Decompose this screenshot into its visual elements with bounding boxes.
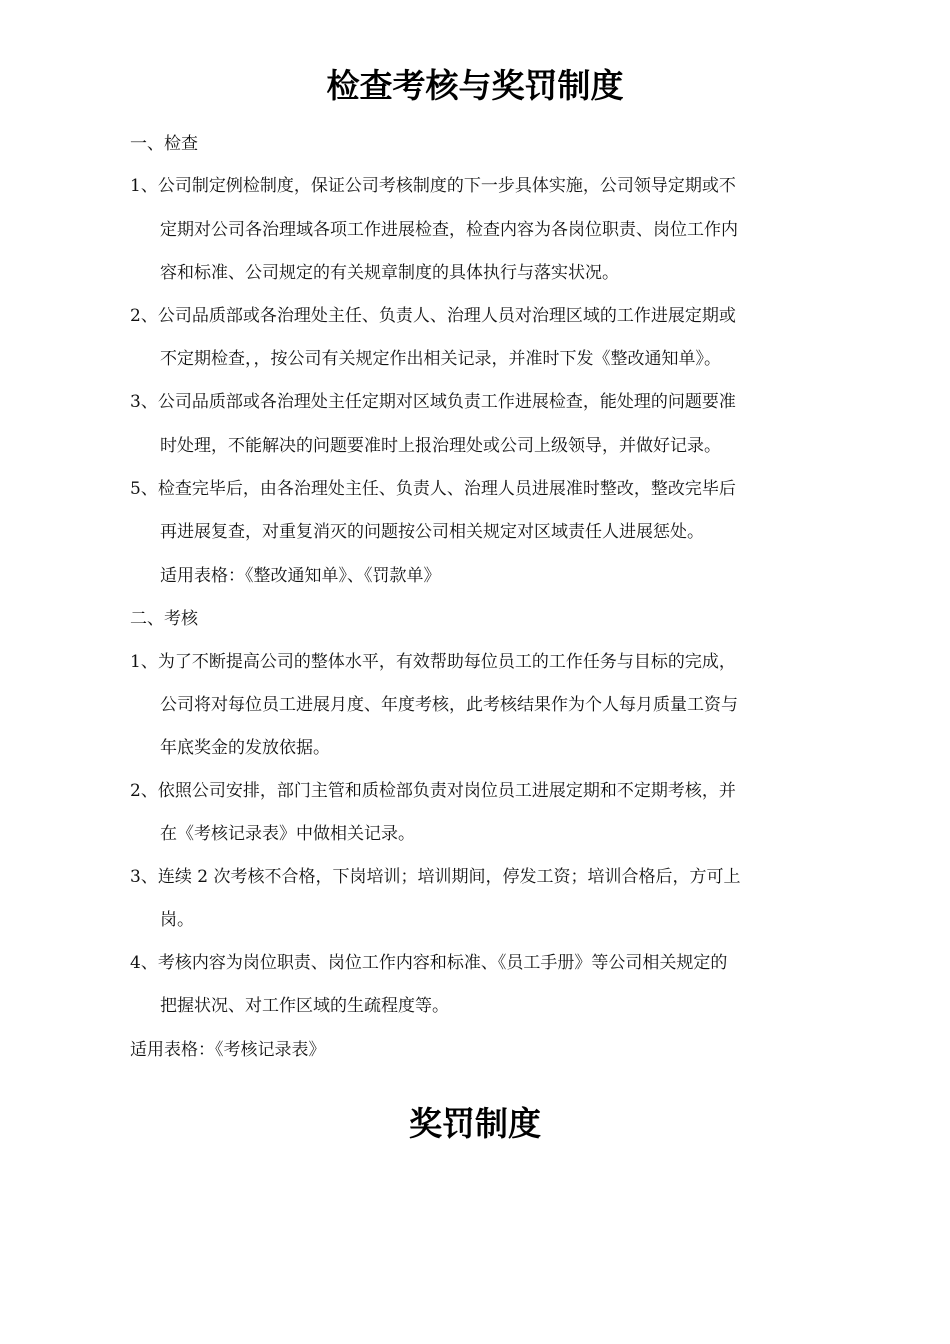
assessment-item-1-line-3: 年底奖金的发放依据。 — [160, 738, 330, 758]
assessment-item-2-line-1: 2、依照公司安排，部门主管和质检部负责对岗位员工进展定期和不定期考核，并 — [130, 781, 736, 801]
inspection-item-5-line-1: 5、检查完毕后，由各治理处主任、负责人、治理人员进展准时整改，整改完毕后 — [130, 479, 736, 499]
inspection-item-3-line-2: 时处理，不能解决的问题要准时上报治理处或公司上级领导，并做好记录。 — [160, 436, 721, 456]
inspection-item-1-line-3: 容和标准、公司规定的有关规章制度的具体执行与落实状况。 — [160, 263, 619, 283]
inspection-item-5-line-2: 再进展复查，对重复消灭的问题按公司相关规定对区域责任人进展惩处。 — [160, 522, 704, 542]
inspection-item-3-line-1: 3、公司品质部或各治理处主任定期对区域负责工作进展检查，能处理的问题要准 — [130, 392, 736, 412]
section-heading-assessment: 二、考核 — [130, 609, 198, 629]
document-title: 检查考核与奖罚制度 — [326, 66, 624, 105]
assessment-forms-note: 适用表格：《考核记录表》 — [130, 1040, 326, 1060]
inspection-item-2-line-1: 2、公司品质部或各治理处主任、负责人、治理人员对治理区域的工作进展定期或 — [130, 306, 736, 326]
assessment-item-1-line-1: 1、为了不断提高公司的整体水平，有效帮助每位员工的工作任务与目标的完成， — [130, 652, 736, 672]
assessment-item-1-line-2: 公司将对每位员工进展月度、年度考核，此考核结果作为个人每月质量工资与 — [160, 695, 738, 715]
assessment-item-4-line-1: 4、考核内容为岗位职责、岗位工作内容和标准、《员工手册》等公司相关规定的 — [130, 953, 728, 973]
assessment-item-4-line-2: 把握状况、对工作区域的生疏程度等。 — [160, 996, 449, 1016]
assessment-item-3-line-2: 岗。 — [160, 910, 194, 930]
section-heading-inspection: 一、检查 — [130, 134, 198, 154]
inspection-item-1-line-2: 定期对公司各治理域各项工作进展检查，检查内容为各岗位职责、岗位工作内 — [160, 220, 738, 240]
second-title: 奖罚制度 — [409, 1104, 541, 1143]
inspection-item-2-line-2: 不定期检查，，按公司有关规定作出相关记录，并准时下发《整改通知单》。 — [160, 349, 721, 369]
inspection-forms-note: 适用表格：《整改通知单》、《罚款单》 — [160, 566, 441, 586]
inspection-item-1-line-1: 1、公司制定例检制度，保证公司考核制度的下一步具体实施，公司领导定期或不 — [130, 176, 736, 196]
assessment-item-3-line-1: 3、连续 2 次考核不合格，下岗培训；培训期间，停发工资；培训合格后，方可上 — [130, 867, 741, 887]
assessment-item-2-line-2: 在《考核记录表》中做相关记录。 — [160, 824, 415, 844]
